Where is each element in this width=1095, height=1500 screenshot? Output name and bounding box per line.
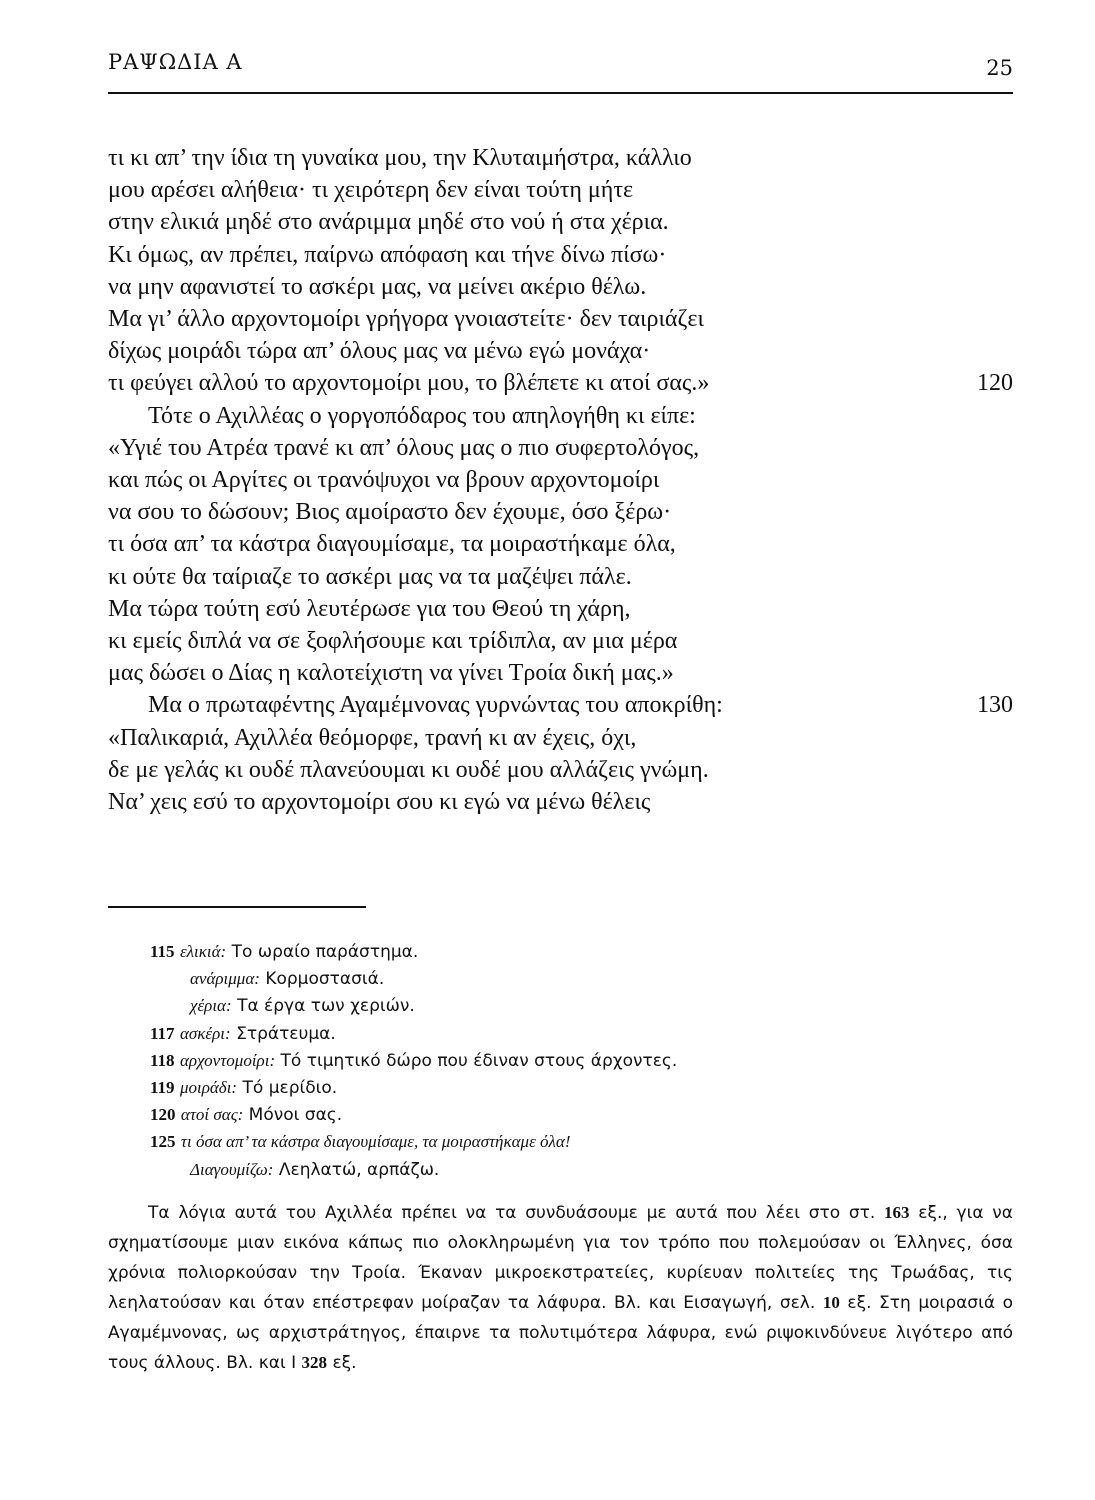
footnote [150,940,418,964]
footnote [150,1103,342,1127]
footnote-term: αρχοντομοίρι: [179,1050,276,1070]
commentary-paragraph: Τα λόγια αυτά του Αχιλλέα πρέπει να τα συνδυάσουμε με αυτά που λέει στο στ. 163 εξ., για να σχηματίσουμε μιαν εικόνα κάπως πιο ολοκληρωμένη για τον τρόπο που πολεμούσαν οι Έλληνες, όσα χρόνια πολιορκούσαν την Τροία. Έκαναν μικροεκστρατείες, κυρίευαν πολιτείες της Τρωάδας, τις λεηλατούσαν και όταν επέστρεφαν μοίραζαν τα λάφυρα. Βλ. και Εισαγωγή, σελ. 10 εξ. Στη μοιρασιά ο Αγαμέμνονας, ως αρχιστράτηγος, έπαιρνε τα πολυτιμότερα λάφυρα, ενώ ριψοκινδύνευε λιγότερο από τους άλλους. Βλ. και Ι 328 εξ. [108,1203,1014,1373]
footnote [150,1130,571,1154]
footnote-line-ref: 119 [150,1078,175,1097]
footnote-gloss: Κορμοστασιά. [265,969,385,990]
verse-line-number: 130 [977,692,1013,719]
footnote-term: Διαγουμίζω: [190,1159,274,1179]
verse-line: μου αρέσει αλήθεια· τι χειρότερη δεν είναι τούτη μήτε [108,177,634,204]
footnote-line-ref: 115 [150,942,175,961]
verse-line: κι εμείς διπλά να σε ξοφλήσουμε και τρίδιπλα, αν μια μέρα [108,628,678,654]
footnote-line-ref: 125 [150,1132,176,1152]
footnote-gloss: Μόνοι σας. [248,1105,343,1126]
footnote-term: χέρια: [190,996,232,1016]
verse-line: δε με γελάς κι ουδέ πλανεύουμαι κι ουδέ μου αλλάζεις γνώμη. [108,756,709,783]
footnote [150,1022,336,1046]
footnote-gloss: Τό τιμητικό δώρο που έδιναν στους άρχοντες. [280,1050,678,1071]
verse-line: μας δώσει ο Δίας η καλοτείχιστη να γίνει Τροία δική μας.» [108,660,674,687]
footnote [150,1076,337,1100]
footnote [190,1158,439,1182]
verse-line: «Παλικαριά, Αχιλλέα θεόμορφε, τρανή κι αν έχεις, όχι, [108,724,637,751]
verse-line: Να’ χεις εσύ το αρχοντομοίρι σου κι εγώ να μένω θέλεις [108,789,651,815]
footnote-term: ατοί σας: [180,1105,244,1125]
verse-line-number: 120 [977,370,1013,397]
verse-line: στην ελικιά μηδέ στο ανάριμμα μηδέ στο νού ή στα χέρια. [108,209,669,236]
footnote-line-ref: 118 [150,1050,175,1070]
footnote [190,994,415,1018]
footnote-term: τι όσα απ’ τα κάστρα διαγουμίσαμε, τα μοιραστήκαμε όλα! [180,1132,571,1152]
verse-line: τι φεύγει αλλού το αρχοντομοίρι μου, το βλέπετε κι ατοί σας.» [108,370,710,397]
verse-line: Κι όμως, αν πρέπει, παίρνω απόφαση και τήνε δίνω πίσω· [108,241,667,268]
footnote-gloss: Τό μερίδιο. [242,1078,338,1098]
verse-line: να σου το δώσουν; Βιος αμοίραστο δεν έχουμε, όσο ξέρω· [108,499,672,526]
footnote-gloss: Τα έργα των χεριών. [237,996,415,1017]
verse-line: Μα ο πρωταφέντης Αγαμέμνονας γυρνώντας του αποκρίθη: [148,692,723,719]
verse-line: κι ούτε θα ταίριαζε το ασκέρι μας να τα μαζέψει πάλε. [108,563,632,590]
footnote-gloss: Στράτευμα. [236,1023,336,1044]
footnote [150,1049,677,1073]
footnote-gloss: Λεηλατώ, αρπάζω. [278,1159,440,1180]
footnote-line-ref: 120 [150,1105,176,1125]
verse-line: Μα τώρα τούτη εσύ λευτέρωσε για του Θεού τη χάρη, [108,595,631,622]
verse-line: «Υγιέ του Ατρέα τρανέ κι απ’ όλους μας ο πιο συφερτολόγος, [108,434,700,461]
footnote-line-ref: 117 [150,1023,175,1043]
footnote-term: ελικιά: [179,942,227,961]
verse-line: τι κι απ’ την ίδια τη γυναίκα μου, την Κλυταιμήστρα, κάλλιο [108,145,692,171]
header-rule [108,92,1013,94]
footnote [190,967,384,991]
page-header [108,50,1013,86]
footnote-term: ασκέρι: [179,1023,231,1043]
commentary [108,1198,1013,1378]
verse-line: Τότε ο Αχιλλέας ο γοργοπόδαρος του απηλογήθη κι είπε: [148,402,696,429]
footnote-term: ανάριμμα: [190,969,260,989]
footnote-term: μοιράδι: [179,1078,238,1097]
verse-line: Μα γι’ άλλο αρχοντομοίρι γρήγορα γνοιαστείτε· δεν ταιριάζει [108,306,704,332]
page-number: 25 [986,56,1013,80]
footnote-rule [108,906,366,908]
verse-line: δίχως μοιράδι τώρα απ’ όλους μας να μένω εγώ μονάχα· [108,338,651,365]
verse-line: και πώς οι Αργίτες οι τρανόψυχοι να βρουν αρχοντομοίρι [108,467,660,493]
verse-line: τι όσα απ’ τα κάστρα διαγουμίσαμε, τα μοιραστήκαμε όλα, [108,531,676,558]
verse-line: να μην αφανιστεί το ασκέρι μας, να μείνει ακέριο θέλω. [108,273,647,300]
book-title: ΡΑΨΩΔΙΑ Α [108,50,243,74]
footnote-gloss: Το ωραίο παράστημα. [231,942,419,962]
